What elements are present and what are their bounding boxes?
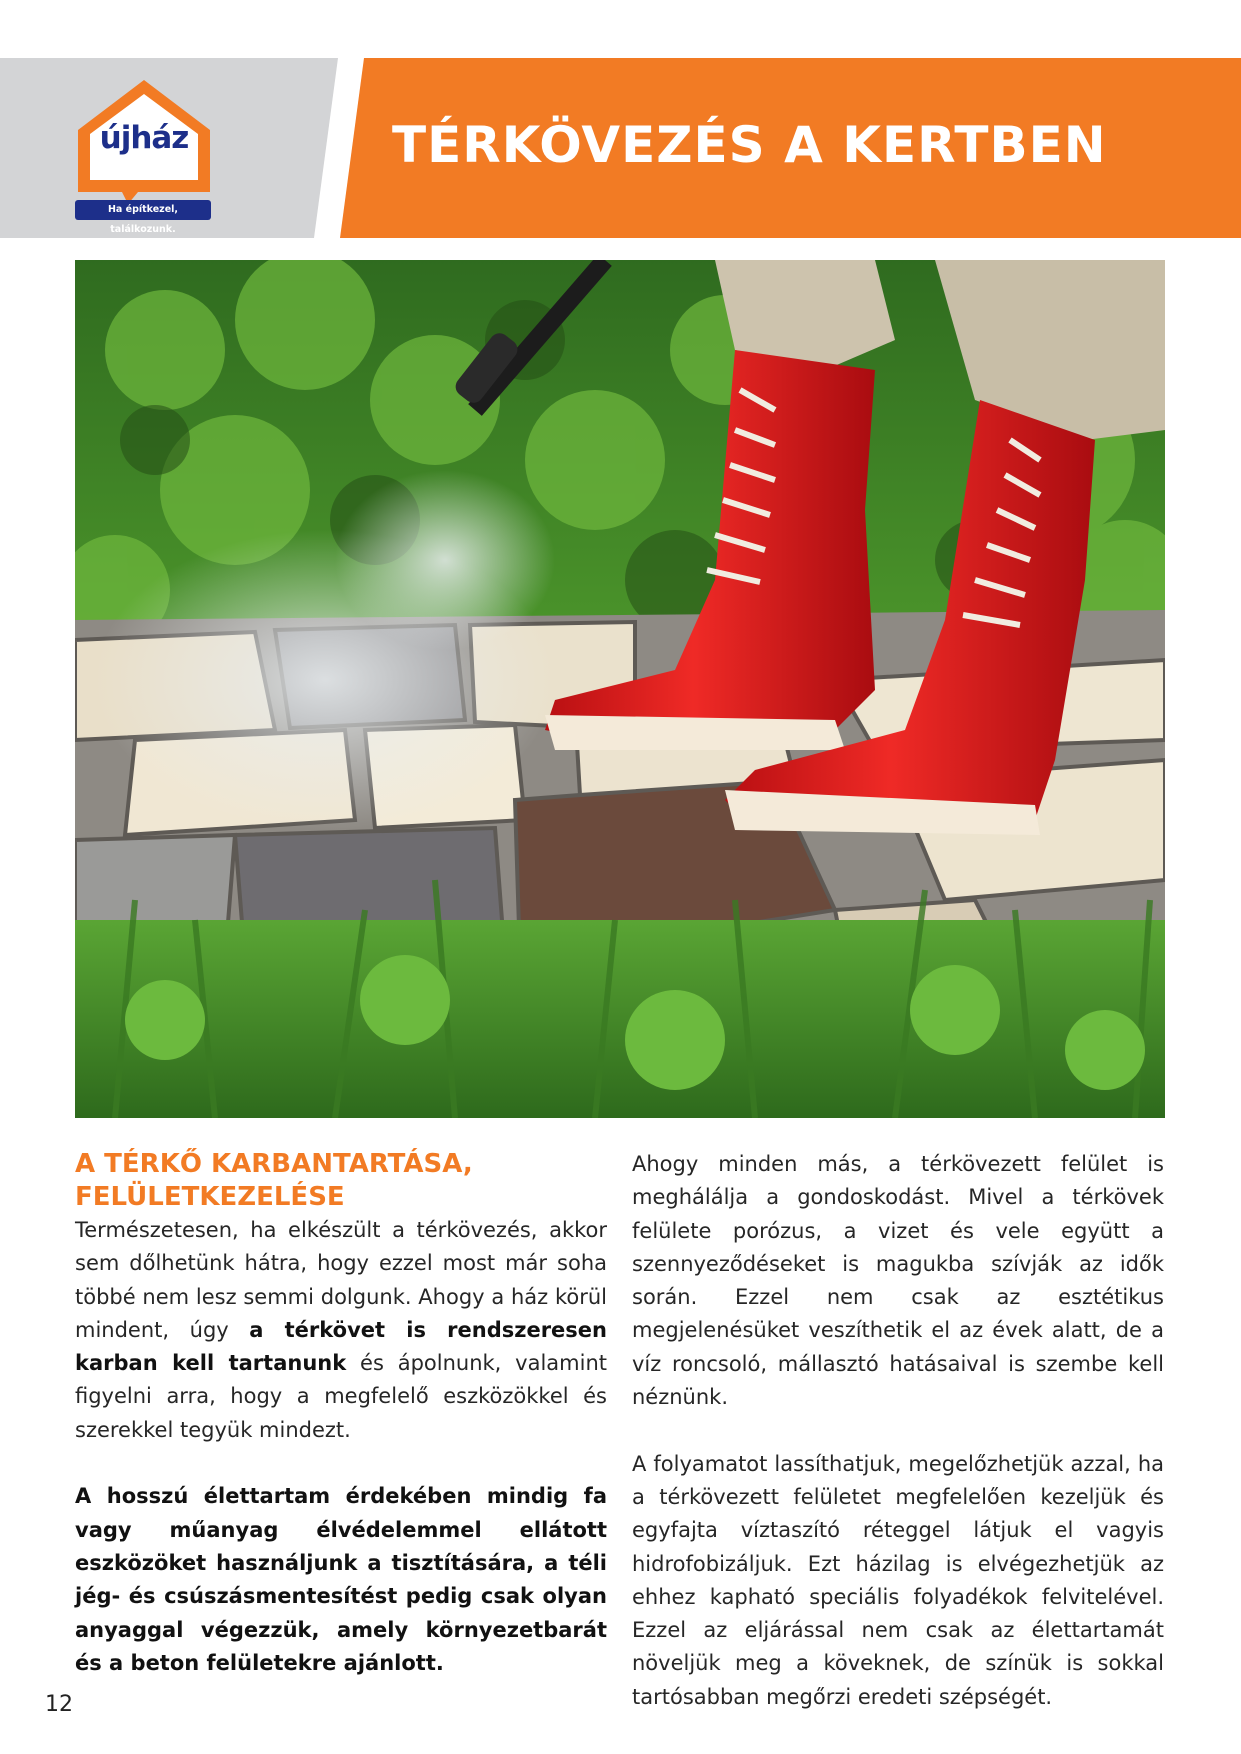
right-paragraph-2: A folyamatot lassíthatjuk, megelőzhetjük azzal, ha a térkövezett felületet megfelelően kezeljük és egyfajta víztaszító réteggel látjuk el vagyis hidrofobizáljuk. Ezt házilag is elvégezhetjük az ehhez kapható speciális folyadékok felvitelével. Ezzel az eljárással nem csak az élettartamát növeljük meg a köveknek, de színük is sokkal tartósabban megőrzi eredeti szépségét. (632, 1451, 1164, 1709)
left-paragraph-1 (75, 1214, 607, 1447)
section-heading-line2: FELÜLETKEZELÉSE (75, 1182, 345, 1212)
section-heading-line1: A TÉRKŐ KARBANTARTÁSA, (75, 1149, 473, 1179)
left-p1-bold: a térkövet is rendszeresen karban kell tartanunk (75, 1317, 607, 1376)
section-heading (75, 1148, 607, 1214)
left-paragraph-2 (75, 1480, 607, 1680)
garden-photo (75, 260, 1165, 1118)
left-p1-text-a: Természetesen, ha elkészült a térkövezés, akkor sem dőlhetünk hátra, hogy ezzel most már soha többé nem lesz semmi dolgunk. Ahogy a ház körül mindent, úgy (75, 1218, 607, 1342)
logo-wordmark: újház (99, 120, 189, 156)
spacer (75, 1447, 607, 1480)
left-column (75, 1148, 607, 1680)
left-p2-bold: A hosszú élettartam érdekében mindig fa vagy műanyag élvédelemmel ellátott eszközöket használjunk a tisztítására, a téli jég- és csúszásmentesítést pedig csak olyan anyaggal végezzük, amely környezetbarát és a beton felületekre ajánlott. (75, 1484, 607, 1675)
spacer (632, 1414, 1164, 1447)
logo-tagline: Ha építkezel, találkozunk. (75, 200, 211, 220)
garden-photo-icon (75, 260, 1165, 1118)
page-title: TÉRKÖVEZÉS A KERTBEN (392, 116, 1107, 174)
right-paragraph-1: Ahogy minden más, a térkövezett felület is meghálálja a gondoskodást. Mivel a térkövek felülete porózus, a vizet és vele együtt a szennyeződéseket is magukba szívják az idők során. Ezzel nem csak az esztétikus megjelenésüket veszíthetik el az évek alatt, de a víz roncsoló, mállasztó hatásaival is szembe kell néznünk. (632, 1152, 1164, 1410)
header-band (0, 58, 1241, 238)
left-p1-text-b: és ápolnunk, valamint figyelni arra, hogy a megfelelő eszközökkel és szerekkel tegyük mindezt. (75, 1351, 608, 1442)
right-column (632, 1148, 1164, 1714)
ujhaz-logo (72, 74, 216, 235)
page-number: 12 (45, 1692, 73, 1717)
